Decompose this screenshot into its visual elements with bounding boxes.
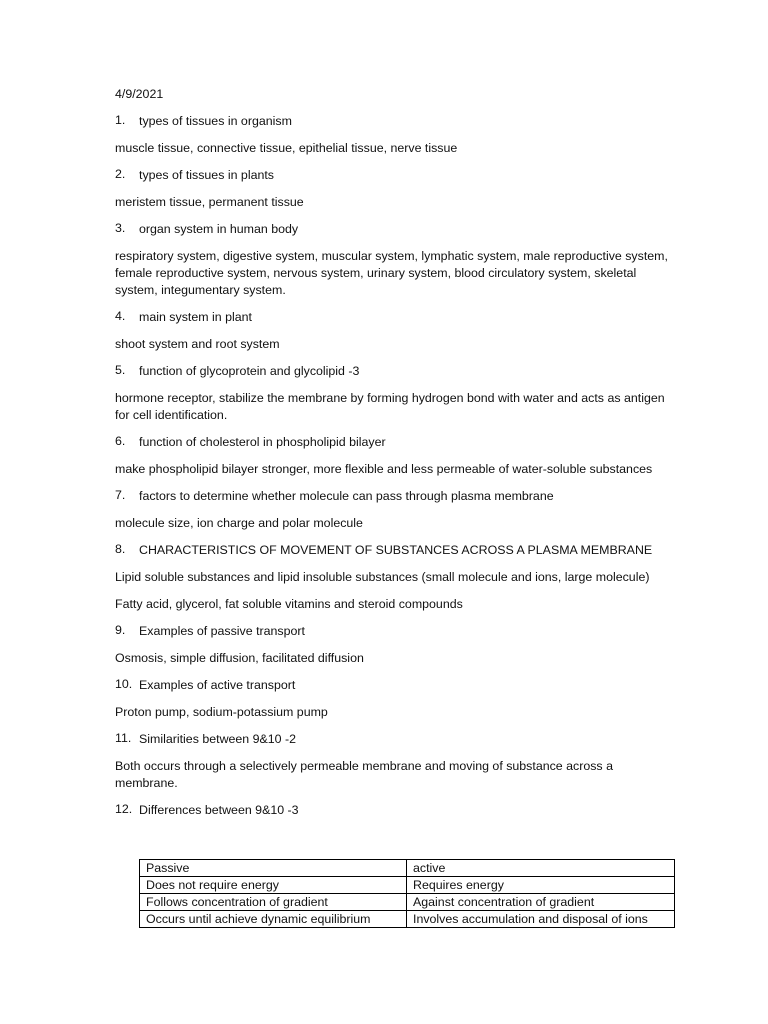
question-text: Examples of passive transport [139,624,305,638]
answer-8: Lipid soluble substances and lipid insoluble substances (small molecule and ions, large molecule) [115,570,650,584]
document-date: 4/9/2021 [115,87,164,101]
differences-table [139,859,675,928]
question-11 [115,731,675,748]
answer-2: meristem tissue, permanent tissue [115,195,304,209]
table-row [140,860,675,877]
question-number: 12. [115,802,133,816]
question-number: 1. [115,113,126,127]
question-number: 7. [115,488,126,502]
answer-3: respiratory system, digestive system, muscular system, lymphatic system, male reproductive system, female reproductive system, nervous system, urinary system, blood circulatory system, skeletal system, integumentary system. [115,249,668,297]
table-row [140,911,675,928]
table-cell: Passive [140,860,407,877]
question-number: 6. [115,434,126,448]
question-10 [115,677,675,694]
question-number: 8. [115,542,126,556]
question-text: Examples of active transport [139,678,296,692]
question-text: types of tissues in organism [139,114,292,128]
question-text: main system in plant [139,310,252,324]
question-text: types of tissues in plants [139,168,274,182]
question-8 [115,542,675,559]
question-text: factors to determine whether molecule can pass through plasma membrane [139,489,554,503]
table-row [140,877,675,894]
question-text: function of cholesterol in phospholipid bilayer [139,435,386,449]
question-5 [115,363,675,380]
question-text: CHARACTERISTICS OF MOVEMENT OF SUBSTANCES ACROSS A PLASMA MEMBRANE [139,543,653,557]
question-text: function of glycoprotein and glycolipid -3 [139,364,360,378]
answer-8-second: Fatty acid, glycerol, fat soluble vitamins and steroid compounds [115,597,463,611]
question-number: 10. [115,677,133,691]
question-number: 5. [115,363,126,377]
answer-1: muscle tissue, connective tissue, epithelial tissue, nerve tissue [115,141,458,155]
table-cell: Does not require energy [140,877,407,894]
question-number: 4. [115,309,126,323]
answer-7: molecule size, ion charge and polar molecule [115,516,363,530]
answer-10: Proton pump, sodium-potassium pump [115,705,328,719]
table-cell: Requires energy [407,877,675,894]
question-2 [115,167,675,184]
question-3 [115,221,675,238]
document-page [115,86,675,829]
answer-4: shoot system and root system [115,337,280,351]
table-cell: Follows concentration of gradient [140,894,407,911]
answer-6: make phospholipid bilayer stronger, more flexible and less permeable of water-soluble substances [115,462,653,476]
question-text: Similarities between 9&10 -2 [139,732,297,746]
table-row [140,894,675,911]
answer-5: hormone receptor, stabilize the membrane by forming hydrogen bond with water and acts as antigen for cell identification. [115,391,665,422]
answer-11: Both occurs through a selectively permeable membrane and moving of substance across a membrane. [115,759,613,790]
question-text: Differences between 9&10 -3 [139,803,299,817]
question-9 [115,623,675,640]
question-number: 11. [115,731,132,745]
question-7 [115,488,675,505]
question-number: 3. [115,221,126,235]
question-4 [115,309,675,326]
table-cell: active [407,860,675,877]
table-cell: Against concentration of gradient [407,894,675,911]
answer-9: Osmosis, simple diffusion, facilitated diffusion [115,651,364,665]
table-cell: Occurs until achieve dynamic equilibrium [140,911,407,928]
question-6 [115,434,675,451]
question-text: organ system in human body [139,222,299,236]
table-cell: Involves accumulation and disposal of ions [407,911,675,928]
question-12 [115,802,675,819]
question-number: 9. [115,623,126,637]
question-1 [115,113,675,130]
question-number: 2. [115,167,126,181]
